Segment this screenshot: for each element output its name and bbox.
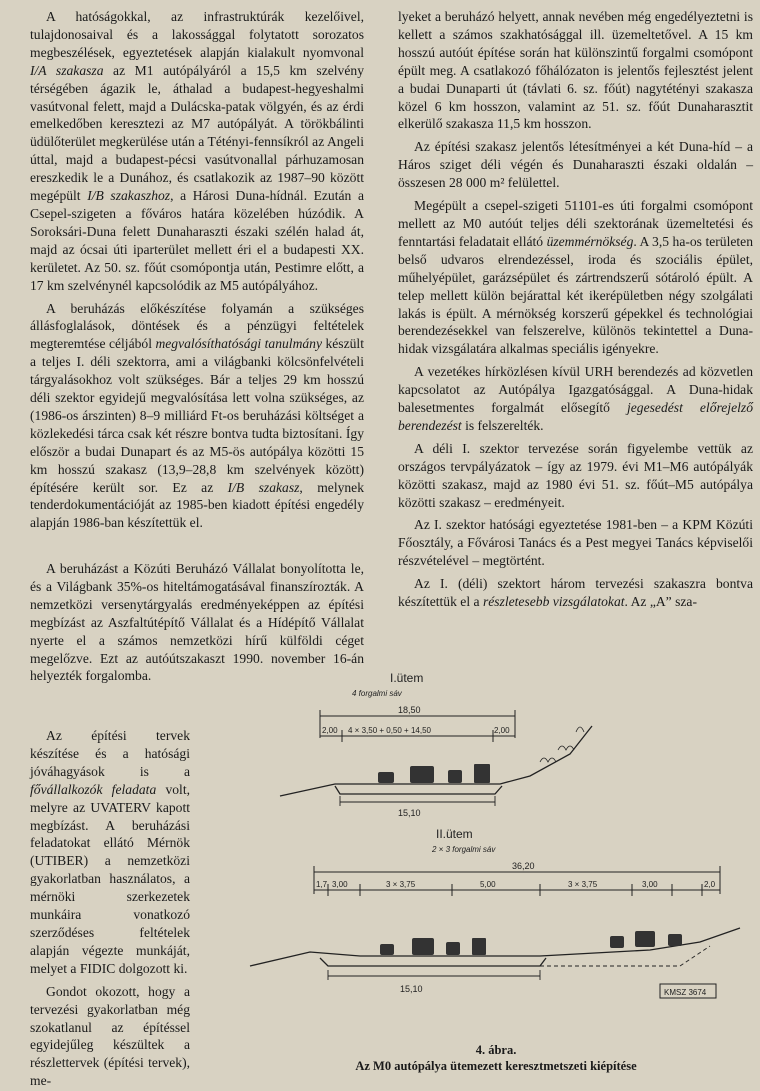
stage2-dim-4: 5,00 (480, 880, 496, 889)
figure-title: Az M0 autópálya ütemezett keresztmetszeti kiépítése (355, 1059, 637, 1073)
stage2-dim-1: 1,7 (316, 880, 328, 889)
right-column (398, 8, 753, 611)
paragraph: A déli I. szektor tervezése során figyelembe vettük az országos tervpályázatok – így az 1979. évi M1–M6 autópályák közötti szakasz, majd az 1980 évi 51. sz. főút–M5 autópálya közötti szakasz – eredményeit. (398, 440, 753, 510)
stage2-dim-3: 3 × 3,75 (386, 880, 416, 889)
paragraph: Megépült a csepel-szigeti 51101-es úti forgalmi csomópont mellett az M0 autóút teljes déli szektorának üzemeltetési és fenntartási feladatait ellátó üzemmérnökség. A 3,5 ha-os területen belső udvaros elrendezéssel, iroda és szociális épület, műhelyépület, garázsépület és zártrendszerű sótároló épült. A telep mellett külön bejárattal két ikerépületben négy szolgálati lakás is épült. A mérnökség korszerű gépekkel és technológiai berendezésekkel van felszerelve, különös tekintettel a Duna-hidak vizsgálatára alkalmas speciális igényekre. (398, 198, 753, 357)
stage2-title: II.ütem (436, 827, 473, 841)
stage1-total-dim: 18,50 (398, 705, 421, 715)
paragraph: Gondot okozott, hogy a tervezési gyakorlatban még szokatlanul az építéssel egyidejűleg készültek a részlettervek (építési tervek), me- (30, 983, 190, 1089)
paragraph: lyeket a beruházó helyett, annak nevében még engedélyeztetni is kellett a számos szakhatósággal ill. üzemeltetővel. A 15 km hosszú autóút építése során hat különszintű forgalmi csomópont épült meg. A csatlakozó főhálózaton is jelentős fejlesztést jelent a budai Dunaparti út (távlati 6. sz. főút) nagytétényi szakasza közel 6 km hosszon, valamint az 51. sz. főút Dunaharasztit elkerülő szakasza 11,5 km hosszon. (398, 9, 753, 132)
cross-section-figure (240, 666, 760, 1026)
emphasis: I/B szakaszhoz (87, 188, 171, 204)
stage2-dim-5: 3 × 3,75 (568, 880, 598, 889)
paragraph: Az építési tervek készítése és a hatósági jóváhagyások is a fővállalkozók feladata volt, melyre az UVATERV kapott megbízást. A beruházási feladatokat ellátó Mérnök (UTIBER) a nemzetközi gyakorlatban használatos, a mérnöki szerkezetek munkáira vonatkozó szerződéses feltételek alapján végezte munkáját, melyet a FIDIC dolgozott ki. (30, 728, 190, 976)
stage1-dim-right: 2,00 (494, 726, 510, 735)
stage1-road-profile (280, 726, 592, 806)
stage1-base-dim: 15,10 (398, 808, 421, 818)
stage2-dim-6: 3,00 (642, 880, 658, 889)
stage1-subtitle: 4 forgalmi sáv (352, 689, 402, 698)
stage2-subtitle: 2 × 3 forgalmi sáv (432, 845, 496, 854)
paragraph: Az I. (déli) szektort három tervezési szakaszra bontva készítettük el a részletesebb vizsgálatokat. Az „A” sza- (398, 576, 753, 610)
paragraph: A hatóságokkal, az infrastruktúrák kezelőivel, tulajdonosaival és a lakossággal folytatott sorozatos megbeszélések, egyeztetések alapján kialakult nyomvonal I/A szakasza az M1 autópályáról a 15,5 km szelvény térségében ágazik le, áthalad a budapest-hegyeshalmi vasútvonal felett, majd a Dulácska-patak völgyén, és az érdi emelkedőben keresztezi az M7 autópályát. A törökbálinti üdülőterület megkerülése után a Tétényi-fennsíkról az Angeli úttal, majd a budapest-pécsi vasútvonallal párhuzamosan ereszkedik le a Dunához, és csatlakozik az 1987–90 között megépült I/B szakaszhoz, a Hárosi Duna-hídnál. Ezután a Csepel-szigeten a főváros határa közelében húzódik. A Soroksári-Duna felett Dunaharaszti északi szélén halad át, majd az ócsai úti iparterület mellett éri el a budapesti XX. kerületet. Az 50. sz. főút csomópontja után, Pestimre előtt, a 17 km szelvénynél kapcsolódik az M5 autópályához. (30, 9, 364, 293)
paragraph: Az építési szakasz jelentős létesítményei a két Duna-híd – a Háros sziget déli végén és Dunaharaszti északi oldalán – összesen 28 000 m² felülettel. (398, 139, 753, 191)
emphasis: üzemmérnökség (546, 233, 634, 249)
emphasis: I/B szakasz (227, 479, 300, 495)
figure-stamp: KMSZ 3674 (664, 988, 707, 997)
figure-number: 4. ábra. (475, 1043, 517, 1057)
paragraph: A beruházást a Közúti Beruházó Vállalat bonyolította le, és a Világbank 35%-os hiteltámogatásával finanszírozták. A nemzetközi versenytárgyalás eredményeképpen az építési megbízást az Aszfaltútépítő Vállalat és a Hídépítő Vállalat nyerte el a számos nemzetközi hírű külföldi céget megelőzve. Ezt az autóútszakaszt 1990. november 16-án helyezték forgalomba. (30, 561, 364, 684)
paragraph: A beruházás előkészítése folyamán a szükséges állásfoglalások, döntések és a pénzügyi feltételek megteremtése céljából megvalósíthatósági tanulmány készült a teljes I. déli szektorra, ami a világbanki kölcsönfelvételi tárgyalásokhoz volt szükséges. Bár a teljes 29 km hosszú déli szektor egyidejű megvalósítása lett volna szükséges, az (1986-os árszinten) 8–9 milliárd Ft-os beruházási költséget a közlekedési tárca csak két részre bontva tudta biztosítani. Így először a budai Dunapart és az M5-ös autópálya közötti 15 km hosszú szakasz (13,9–28,8 km szelvények között) építésére került sor. Ez az I/B szakasz, melynek tenderdokumentációját az 1985-ben kiadott építési engedély alapján 1986-ban készítettük el. (30, 300, 365, 531)
stage1-title: I.ütem (390, 671, 424, 685)
figure-caption (240, 1042, 752, 1074)
stage2-dim-7: 2,0 (704, 880, 716, 889)
emphasis: jegesedést előrejelző berendezést (398, 400, 753, 433)
emphasis: I/A szakasza (30, 62, 104, 78)
left-column-lower (30, 722, 190, 1090)
stage2-base-dim: 15,10 (400, 984, 423, 994)
left-column (30, 8, 364, 532)
emphasis: fővállalkozók feladata (30, 781, 157, 797)
stage2-total-dim: 36,20 (512, 861, 535, 871)
stage2-road-profile (250, 928, 740, 980)
stage2-vehicles (380, 931, 682, 955)
paragraph: A vezetékes hírközlésen kívül URH berendezés ad közvetlen kapcsolatot az Autópálya Igazgatósággal. A Duna-hidak balesetmentes forgalmát elősegítő jegesedést előrejelző berendezést is felszerelték. (398, 364, 753, 433)
stage1-dim-left: 2,00 (322, 726, 338, 735)
stage1-dim-middle: 4 × 3,50 + 0,50 + 14,50 (348, 726, 431, 735)
emphasis: megvalósíthatósági tanulmány (155, 336, 323, 352)
stage1-vehicles (378, 764, 490, 783)
paragraph: Az I. szektor hatósági egyeztetése 1981-ben – a KPM Közúti Főosztály, a Fővárosi Tanács és a Pest megyei Tanács képviselői részvételével – megtörtént. (398, 517, 753, 569)
emphasis: részletesebb vizsgálatokat (482, 594, 625, 610)
stage2-dim-2: 3,00 (332, 880, 348, 889)
